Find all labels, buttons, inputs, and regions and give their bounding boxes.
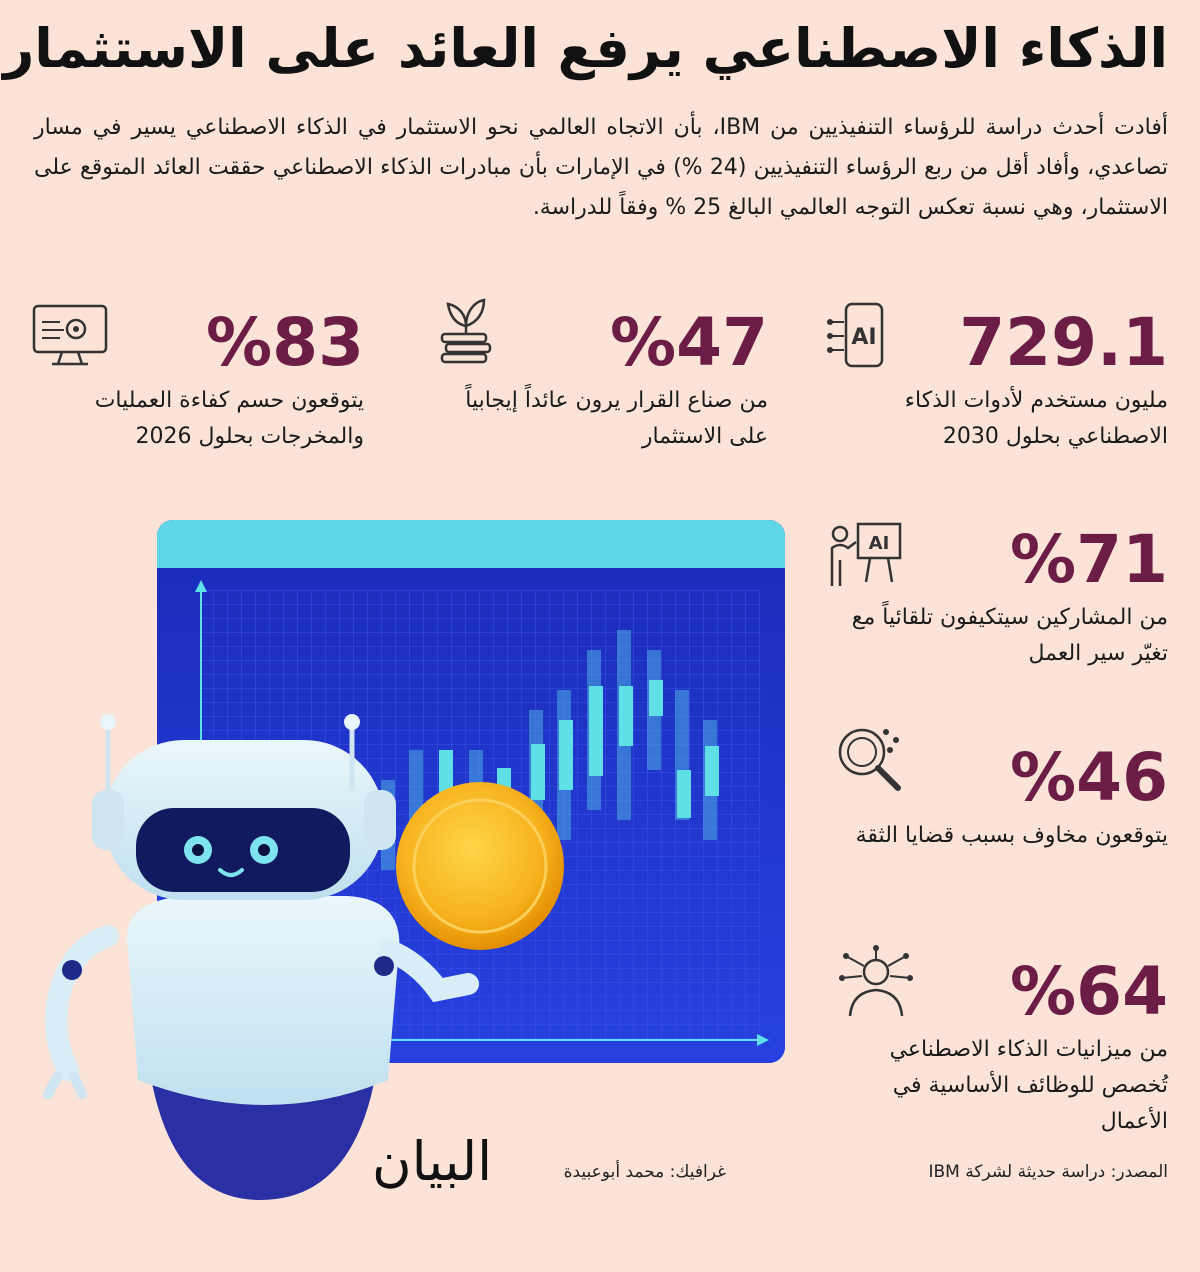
coin-icon xyxy=(396,782,564,950)
stat-value: %71 xyxy=(1010,521,1168,598)
stat-desc: مليون مستخدم لأدوات الذكاء الاصطناعي بحلول 2030 xyxy=(904,388,1168,449)
person-network-icon xyxy=(836,944,916,1022)
stat-value: %83 xyxy=(206,304,364,381)
albayan-logo: البيان xyxy=(372,1130,493,1193)
svg-text:AI: AI xyxy=(851,325,877,350)
stat-value: 729.1 xyxy=(959,304,1168,381)
magnifier-network-icon xyxy=(834,724,906,798)
stat-desc: من المشاركين سيتكيفون تلقائياً مع تغيّر سير العمل xyxy=(851,605,1168,666)
monitor-gear-icon xyxy=(30,302,110,374)
svg-text:AI: AI xyxy=(868,533,890,554)
ai-phone-icon xyxy=(826,300,896,374)
robot-illustration xyxy=(28,700,588,1204)
ai-presenter-icon xyxy=(826,520,904,594)
stat-value: %47 xyxy=(610,304,768,381)
stat-value: %64 xyxy=(1010,953,1168,1030)
plant-coins-icon xyxy=(436,296,496,372)
stat-desc: من صناع القرار يرون عائداً إيجابياً على الاستثمار xyxy=(465,388,768,449)
page-title: الذكاء الاصطناعي يرفع العائد على الاستثمار xyxy=(3,17,1168,80)
stat-desc: يتوقعون حسم كفاءة العمليات والمخرجات بحلول 2026 xyxy=(94,388,364,449)
stat-desc: يتوقعون مخاوف بسبب قضايا الثقة xyxy=(855,823,1168,848)
stat-desc: من ميزانيات الذكاء الاصطناعي تُخصص للوظائف الأساسية في الأعمال xyxy=(889,1037,1168,1134)
source-note: المصدر: دراسة حديثة لشركة IBM xyxy=(928,1162,1168,1182)
graphic-credit: غرافيك: محمد أبوعبيدة xyxy=(563,1162,726,1182)
intro-paragraph: أفادت أحدث دراسة للرؤساء التنفيذيين من IBM، بأن الاتجاه العالمي نحو الاستثمار في الذكاء الاصطناعي يسير في مسار تصاعدي، وأفاد أقل من ربع الرؤساء التنفيذيين (24 %) في الإمارات بأن مبادرات الذكاء الاصطناعي حققت العائد المتوقع على الاستثمار، وهي نسبة تعكس التوجه العالمي البالغ 25 % وفقاً للدراسة. xyxy=(34,115,1168,220)
stat-value: %46 xyxy=(1010,739,1168,816)
